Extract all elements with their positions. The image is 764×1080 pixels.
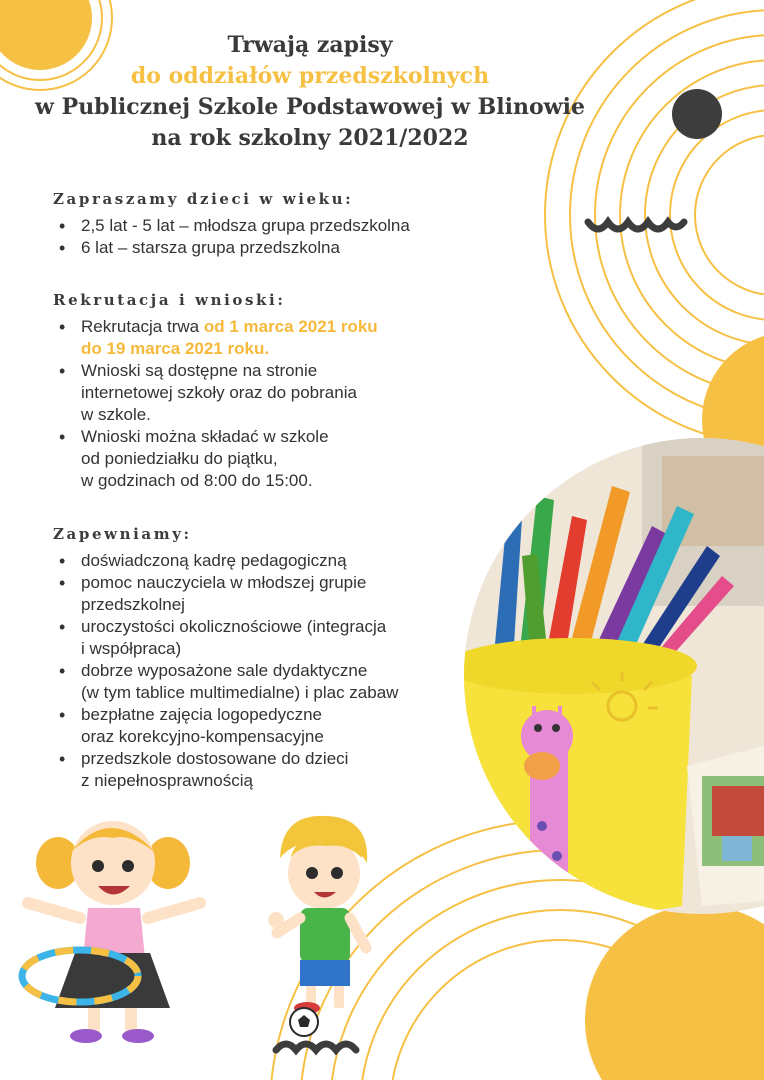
list-item [47, 748, 473, 792]
offer-list [53, 550, 473, 792]
pencil-cup-photo [462, 436, 764, 916]
zigzag-bottom [276, 1044, 356, 1050]
list-item: • 2,5 lat - 5 lat – młodsza grupa przedszkolna [47, 215, 513, 237]
recruitment-prefix: Rekrutacja trwa [81, 317, 204, 336]
list-item-line: bezpłatne zajęcia logopedyczne [81, 705, 323, 724]
recruitment-start-date: od 1 marca 2021 roku [203, 317, 378, 336]
list-item-line: i współpraca) [81, 639, 182, 658]
list-item-line: uroczystości okolicznościowe (integracja [81, 617, 387, 636]
list-item-line: oraz korekcyjno-kompensacyjne [81, 727, 324, 746]
list-item-line: doświadczoną kadrę pedagogiczną [81, 551, 347, 570]
page-title [0, 30, 620, 154]
recruitment-list [53, 316, 493, 492]
list-item [47, 426, 493, 492]
list-item-line: przedszkolnej [81, 595, 185, 614]
boy-football-illustration [262, 808, 382, 1038]
girl-hula-hoop-illustration [10, 808, 220, 1048]
list-item [47, 316, 493, 360]
list-item [47, 616, 473, 660]
list-item-line: pomoc nauczyciela w młodszej grupie [81, 573, 367, 592]
list-item-line: z niepełnosprawnością [81, 771, 253, 790]
list-item [47, 704, 473, 748]
title-line-4: na rok szkolny 2021/2022 [151, 125, 469, 151]
list-item-line: Wnioski można składać w szkole [81, 427, 329, 446]
age-section [53, 190, 513, 259]
list-item-line: od poniedziałku do piątku, [81, 449, 278, 468]
list-item-line: w szkole. [81, 405, 151, 424]
list-item-line: Wnioski są dostępne na stronie [81, 361, 318, 380]
list-item [47, 550, 473, 572]
title-line-1: Trwają zapisy [227, 32, 393, 58]
recruitment-section [53, 291, 493, 492]
age-heading: Zapraszamy dzieci w wieku: [53, 190, 354, 208]
offer-heading: Zapewniamy: [53, 525, 192, 543]
offer-section [53, 525, 473, 792]
title-line-3: w Publicznej Szkole Podstawowej w Blinowie [35, 94, 585, 120]
age-list [53, 215, 513, 259]
list-item-line: (w tym tablice multimedialne) i plac zabaw [81, 683, 399, 702]
list-item [47, 572, 473, 616]
list-item-line: w godzinach od 8:00 do 15:00. [81, 471, 313, 490]
dark-dot [672, 89, 722, 139]
title-line-2: do oddziałów przedszkolnych [130, 63, 490, 89]
list-item [47, 360, 493, 426]
list-item: • 6 lat – starsza grupa przedszkolna [47, 237, 513, 259]
list-item-line: dobrze wyposażone sale dydaktyczne [81, 661, 368, 680]
list-item-line: internetowej szkoły oraz do pobrania [81, 383, 357, 402]
list-item-line: przedszkole dostosowane do dzieci [81, 749, 349, 768]
recruitment-end-date: do 19 marca 2021 roku. [81, 339, 270, 358]
recruitment-heading: Rekrutacja i wnioski: [53, 291, 286, 309]
list-item [47, 660, 473, 704]
zigzag-top [588, 222, 684, 229]
